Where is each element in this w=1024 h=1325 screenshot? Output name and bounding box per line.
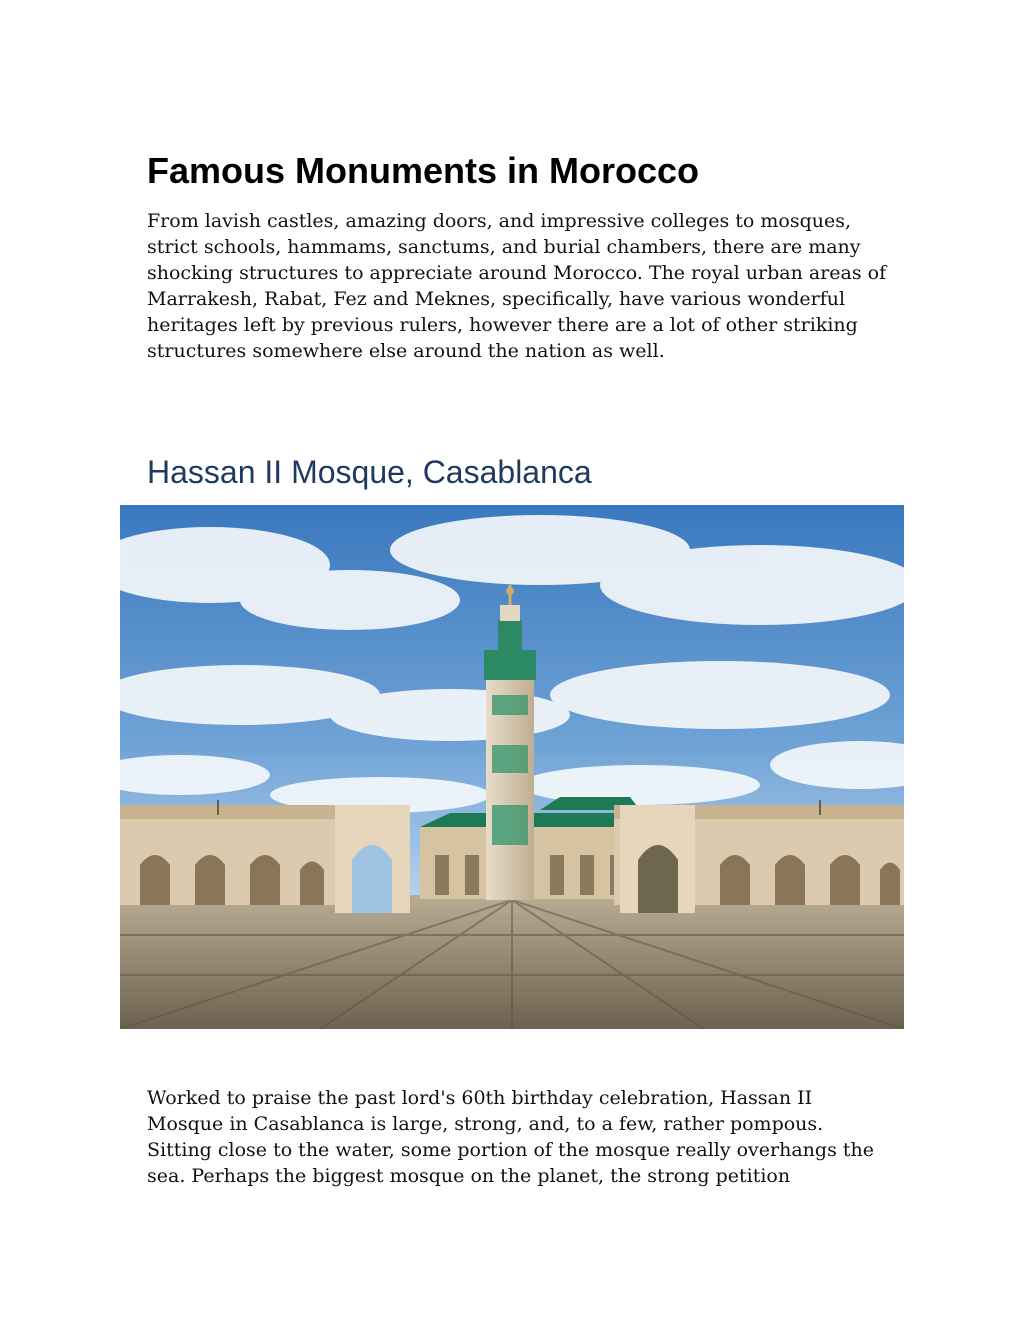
intro-paragraph: From lavish castles, amazing doors, and impressive colleges to mosques, strict schools, hammams, sanctums, and burial chambers, there are many shocking structures to appreciate around Morocco. The royal urban areas of Marrakesh, Rabat, Fez and Meknes, specifically, have various wonderful heritages left by previous rulers, however there are a lot of other striking structures somewhere else around the nation as well.: [147, 210, 887, 362]
section-body: Worked to praise the past lord's 60th birthday celebration, Hassan II Mosque in Casablanca is large, strong, and, to a few, rather pompous. Sitting close to the water, some portion of the mosque really overhangs the sea. Perhaps the biggest mosque on the planet, the strong petition: [147, 1087, 874, 1187]
section-heading: Hassan II Mosque, Casablanca: [147, 454, 592, 490]
mosque-photo: [120, 505, 904, 1029]
page-title: Famous Monuments in Morocco: [147, 150, 700, 191]
